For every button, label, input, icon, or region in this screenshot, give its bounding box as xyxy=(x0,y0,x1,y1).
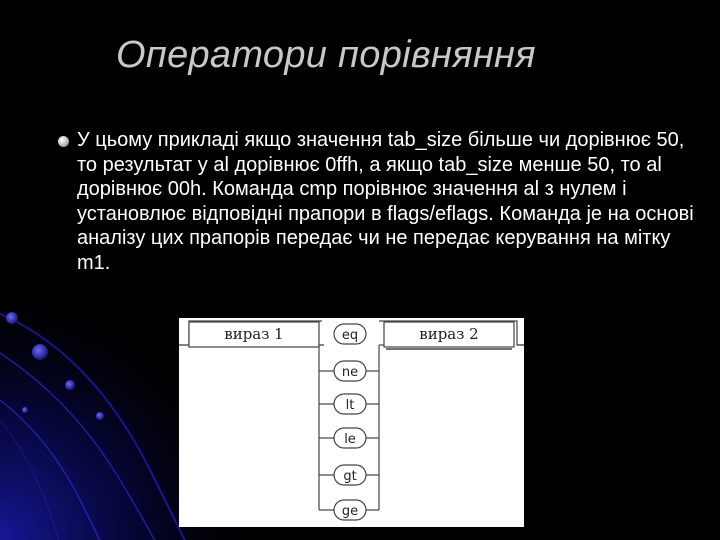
operator-eq xyxy=(334,324,366,344)
operator-label: le xyxy=(344,432,356,447)
operator-le xyxy=(334,428,366,448)
slide-title: Оператори порівняння xyxy=(116,34,536,76)
operator-label: gt xyxy=(343,469,357,484)
operator-label: ge xyxy=(341,504,359,519)
slide-paragraph: У цьому прикладі якщо значення tab_size більше чи дорівнює 50, то результат у al дорівнює 0ffh, а якщо tab_size менше 50, то al дорівнює 00h. Команда cmp порівнює значення al з нулем і установлює відповідні прапори в flags/eflags. Команда je на основі аналізу цих прапорів передає чи не передає керування на мітку m1. xyxy=(77,129,694,274)
operator-label: eq xyxy=(341,328,359,343)
bullet-icon xyxy=(58,136,69,147)
right-operand-label: вираз 2 xyxy=(419,325,479,343)
operator-label: ne xyxy=(341,365,359,380)
operator-label: lt xyxy=(345,398,355,413)
operator-lt xyxy=(334,394,366,414)
syntax-diagram xyxy=(179,318,524,527)
operator-ne xyxy=(334,361,366,381)
operator-ge xyxy=(334,500,366,520)
left-operand-label: вираз 1 xyxy=(224,325,284,343)
operator-gt xyxy=(334,465,366,485)
